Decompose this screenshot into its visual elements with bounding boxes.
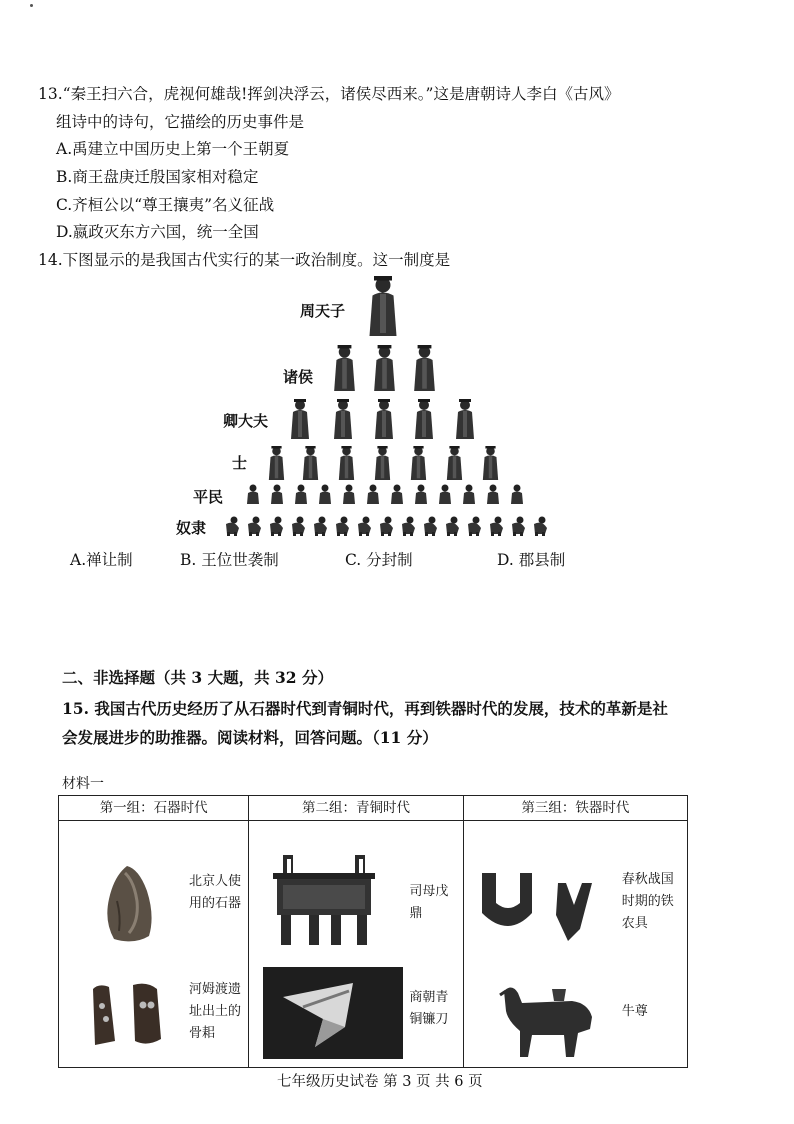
iron-tools-image: [478, 869, 608, 944]
lord-figure: [334, 345, 355, 391]
section2-title: 二、非选择题（共 3 大题，共 32 分）: [62, 668, 333, 687]
king-figure: [370, 276, 397, 336]
q15-stem-line2: 会发展进步的助推器。阅读材料，回答问题。（11 分）: [62, 728, 438, 747]
ox-zun-image: [492, 981, 602, 1061]
group3-item2-caption: 牛尊: [621, 1004, 648, 1019]
group1-item1-caption: 北京人使用的石器: [189, 874, 242, 911]
pyramid-label-king: 周天子: [300, 302, 346, 320]
q13-stem-line1: 13.“秦王扫六合，虎视何雄哉!挥剑决浮云，诸侯尽西来。”这是唐朝诗人李白《古风》: [38, 85, 620, 103]
q14-stem: 14.下图显示的是我国古代实行的某一政治制度。这一制度是: [38, 251, 451, 269]
group2-cell: [249, 821, 463, 1068]
q13-option-d[interactable]: D.嬴政灭东方六国，统一全国: [56, 223, 259, 241]
q13-option-b[interactable]: B.商王盘庚迁殷国家相对稳定: [56, 168, 259, 186]
pyramid-label-commoners: 平民: [193, 488, 224, 506]
group3-cell: [463, 821, 687, 1068]
table-header-iron: 第三组：铁器时代: [463, 796, 687, 821]
group3-item1-caption: 春秋战国时期的铁农具: [621, 872, 674, 931]
q14-option-c[interactable]: C. 分封制: [345, 551, 413, 569]
q14-option-b[interactable]: B. 王位世袭制: [180, 551, 279, 569]
pyramid-label-lords: 诸侯: [283, 368, 314, 386]
table-header-bronze: 第二组：青铜时代: [249, 796, 463, 821]
bronze-sickle-image: [263, 967, 403, 1059]
q13-stem-line2: 组诗中的诗句，它描绘的历史事件是: [56, 113, 305, 131]
pyramid-figures-svg: [0, 0, 794, 560]
stone-tool-image: [99, 861, 159, 946]
pyramid-label-scholars: 士: [232, 454, 248, 472]
material-table: [58, 795, 688, 1068]
q13-option-c[interactable]: C.齐桓公以“尊王攘夷”名义征战: [56, 196, 275, 214]
lord-figure: [414, 345, 435, 391]
q13-option-a[interactable]: A.禹建立中国历史上第一个王朝夏: [56, 140, 290, 158]
group2-item2-caption: 商朝青铜镰刀: [409, 990, 449, 1027]
group1-item2-caption: 河姆渡遗址出土的骨耜: [189, 982, 242, 1041]
material-label: 材料一: [62, 776, 104, 792]
group2-item1-caption: 司母戊鼎: [409, 884, 449, 921]
simuwu-ding-image: [269, 853, 379, 948]
pyramid-label-slaves: 奴隶: [176, 519, 207, 537]
q15-stem-line1: 15. 我国古代历史经历了从石器时代到青铜时代，再到铁器时代的发展，技术的革新是社: [62, 699, 668, 718]
q14-option-d[interactable]: D. 郡县制: [497, 551, 566, 569]
lord-figure: [374, 345, 395, 391]
group1-cell: [59, 821, 249, 1068]
pyramid-label-ministers: 卿大夫: [223, 412, 269, 430]
page-footer: 七年级历史试卷 第 3 页 共 6 页: [277, 1074, 483, 1090]
q14-option-a[interactable]: A.禅让制: [70, 551, 133, 569]
table-header-stone: 第一组：石器时代: [59, 796, 249, 821]
bone-spade-image: [87, 981, 177, 1051]
